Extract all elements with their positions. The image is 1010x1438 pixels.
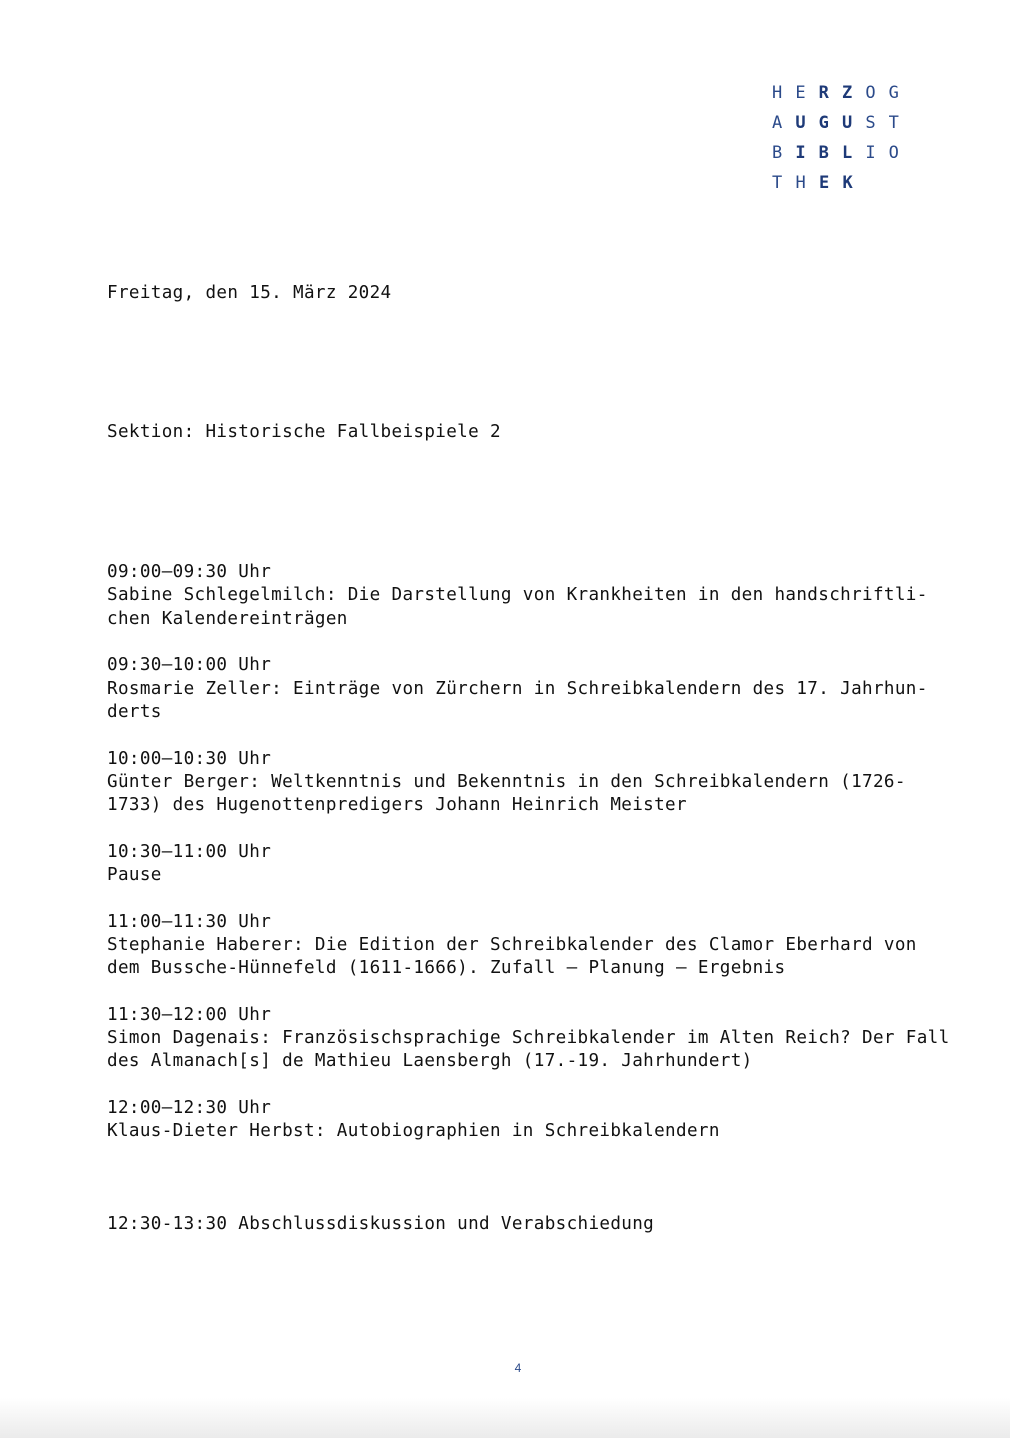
logo-row xyxy=(772,143,912,173)
entry-text: Günter Berger: Weltkenntnis und Bekenntnis in den Schreibkalendern (1726- xyxy=(107,771,906,792)
logo-letter: G xyxy=(818,113,829,133)
entry-time: 09:30–10:00 Uhr xyxy=(107,655,272,676)
section-heading: Sektion: Historische Fallbeispiele 2 xyxy=(107,422,501,443)
logo-letter: L xyxy=(841,143,853,163)
entry-time: 10:00–10:30 Uhr xyxy=(107,748,272,769)
entry-text: chen Kalendereinträgen xyxy=(107,608,348,629)
logo-row xyxy=(772,113,912,143)
library-logo xyxy=(772,83,912,203)
logo-letter: I xyxy=(865,143,876,163)
schedule-entry xyxy=(107,841,937,911)
entry-time: 12:00–12:30 Uhr xyxy=(107,1097,272,1118)
schedule-entry xyxy=(107,561,937,654)
entry-text: Rosmarie Zeller: Einträge von Zürchern in Schreibkalendern des 17. Jahrhun- xyxy=(107,678,928,699)
logo-letter: O xyxy=(865,83,876,103)
logo-letter: B xyxy=(818,143,829,163)
logo-letter: B xyxy=(772,143,783,163)
page-number: 4 xyxy=(514,1361,522,1375)
logo-letter: H xyxy=(795,173,806,193)
schedule-list xyxy=(107,561,950,1167)
logo-letter: R xyxy=(818,83,829,103)
logo-letter: U xyxy=(795,113,806,133)
entry-time: 10:30–11:00 Uhr xyxy=(107,841,272,862)
entry-time: 09:00–09:30 Uhr xyxy=(107,562,272,583)
schedule-entry xyxy=(107,1004,950,1097)
schedule-entry xyxy=(107,748,937,841)
logo-letter: A xyxy=(772,113,783,133)
logo-letter: E xyxy=(795,83,806,103)
entry-text: des Almanach[s] de Mathieu Laensbergh (17.-19. Jahrhundert) xyxy=(107,1051,753,1072)
logo-letter: U xyxy=(841,113,853,133)
page-shadow xyxy=(0,1398,1010,1438)
logo-letter: I xyxy=(795,143,806,163)
entry-text: dem Bussche-Hünnefeld (1611-1666). Zufall – Planung – Ergebnis xyxy=(107,958,786,979)
logo-letter: Z xyxy=(841,83,853,103)
entry-text: Klaus-Dieter Herbst: Autobiographien in Schreibkalendern xyxy=(107,1121,720,1142)
logo-letter: H xyxy=(772,83,783,103)
entry-text: derts xyxy=(107,701,162,722)
entry-text: Sabine Schlegelmilch: Die Darstellung von Krankheiten in den handschriftli- xyxy=(107,585,928,606)
logo-row xyxy=(772,173,912,203)
logo-letter: T xyxy=(772,173,783,193)
logo-letter: G xyxy=(888,83,899,103)
date-heading: Freitag, den 15. März 2024 xyxy=(107,282,392,303)
logo-letter: E xyxy=(819,173,830,193)
logo-letter: O xyxy=(888,143,899,163)
entry-text: 1733) des Hugenottenpredigers Johann Heinrich Meister xyxy=(107,795,687,816)
entry-text: Stephanie Haberer: Die Edition der Schreibkalender des Clamor Eberhard von xyxy=(107,934,917,955)
logo-letter: S xyxy=(865,113,876,133)
entry-text: Pause xyxy=(107,865,162,886)
entry-time: 11:30–12:00 Uhr xyxy=(107,1004,272,1025)
closing-entry: 12:30-13:30 Abschlussdiskussion und Verabschiedung xyxy=(107,1214,655,1235)
logo-letter: K xyxy=(842,173,853,193)
logo-row xyxy=(772,83,912,113)
entry-time: 11:00–11:30 Uhr xyxy=(107,911,272,932)
schedule-entry xyxy=(107,911,937,1004)
schedule-entry xyxy=(107,1097,937,1167)
logo-letter: T xyxy=(888,113,899,133)
entry-text: Simon Dagenais: Französischsprachige Schreibkalender im Alten Reich? Der Fall xyxy=(107,1028,950,1049)
schedule-entry xyxy=(107,654,937,747)
program-content xyxy=(107,235,950,1260)
